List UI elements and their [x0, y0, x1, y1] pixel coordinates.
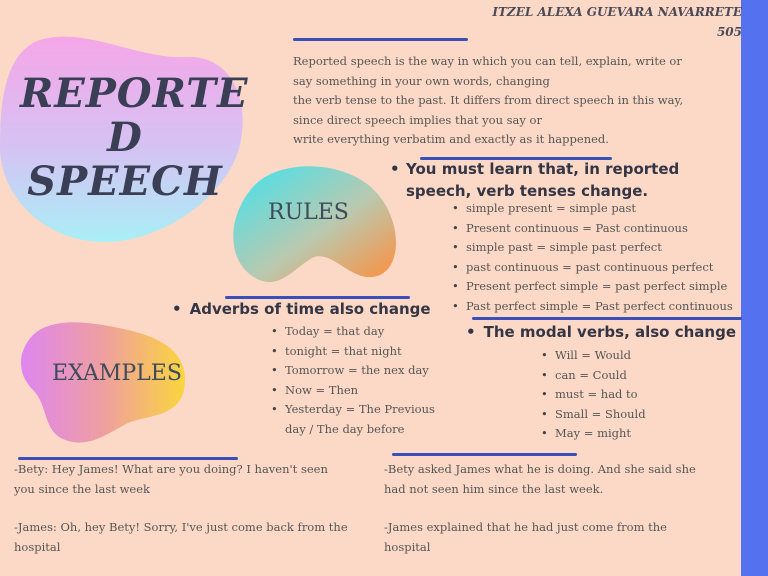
time-list [271, 322, 446, 439]
tenses-list [452, 199, 742, 316]
blue-side-stripe [741, 0, 768, 576]
author-group: 505 [716, 25, 742, 39]
list-item: • May = might [541, 424, 721, 444]
author-block [492, 2, 742, 42]
list-item: • Tomorrow = the nex day [271, 361, 446, 381]
list-item: • Will = Would [541, 346, 721, 366]
intro-paragraph: Reported speech is the way in which you can tell, explain, write or say something in your own words, changing the verb tense to the past. It differs from direct speech in this way, since direct speech implies that you say or write everything verbatim and exactly as it happened. [293, 54, 684, 146]
modal-underline [472, 317, 742, 320]
list-item: • past continuous = past continuous perfect [452, 258, 742, 278]
list-item: • Past perfect simple = Past perfect continuous [452, 297, 742, 317]
list-item: • Now = Then [271, 381, 446, 401]
tenses-heading: • You must learn that, in reported speech, verb tenses change. [390, 160, 680, 200]
direct-speech-example: -Bety: Hey James! What are you doing? I haven't seen you since the last week -James: Oh, hey Bety! Sorry, I've just come back from the hospital [14, 462, 348, 554]
time-underline [225, 296, 410, 299]
modal-heading: • The modal verbs, also change [466, 323, 736, 341]
reported-underline [392, 453, 577, 456]
list-item: • must = had to [541, 385, 721, 405]
list-item: • Present perfect simple = past perfect simple [452, 277, 742, 297]
author-name: ITZEL ALEXA GUEVARA NAVARRETE [492, 5, 742, 19]
modal-list [541, 346, 721, 444]
reported-speech-example: -Bety asked James what he is doing. And she said she had not seen him since the last week. -James explained that he had just come from the hospital [384, 462, 696, 554]
list-item: • Yesterday = The Previous day / The day before [271, 400, 446, 439]
list-item: • simple past = simple past perfect [452, 238, 742, 258]
list-item: • simple present = simple past [452, 199, 742, 219]
list-item: • Present continuous = Past continuous [452, 219, 742, 239]
rules-label: RULES [268, 200, 349, 225]
list-item: • Small = Should [541, 405, 721, 425]
list-item: • Today = that day [271, 322, 446, 342]
time-heading: • Adverbs of time also change [172, 300, 431, 318]
examples-label: EXAMPLES [52, 361, 182, 386]
page-title: REPORTE D SPEECH [20, 70, 249, 205]
intro-underline [293, 38, 468, 41]
list-item: • can = Could [541, 366, 721, 386]
list-item: • tonight = that night [271, 342, 446, 362]
